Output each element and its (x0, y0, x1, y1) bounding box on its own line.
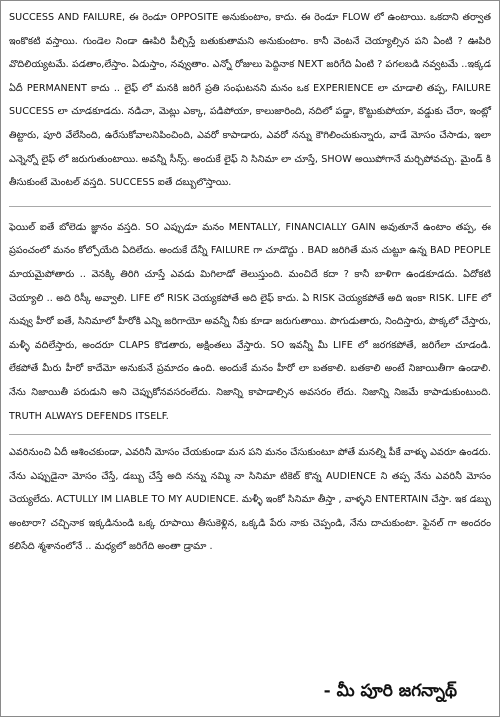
paragraph-success-failure: SUCCESS AND FAILURE, ఈ రెండూ OPPOSITE అనుకుంటాం, కాదు. ఈ రెండూ FLOW లో ఉంటాయి. ఒకదాని తర్వాత ఇంకొకటి వస్తాయి. గుండెల నిండా ఊపిరి పీల్చిస్తే బతుకుతామని అనుకుంటాం. కానీ వెంటనే చెయ్యాల్సిన పని ఏంటి ? ఊపిరి వొదిలియ్యటమే. పడతాం,లేస్తాం. ఏడుస్తాం, నవ్వుతాం. ఎన్నో రోజులు పెద్దినాక NEXT జరిగేది ఏంటి ? పగలబడి నవ్వటమే ..ఇక్కడ ఏదీ PERMANENT కాదు .. లైఫ్ లో మనకి జరిగే ప్రతి సంఘటనని మనం ఒక EXPERIENCE లా చూడాలి తప్ప, FAILURE SUCCESS లా చూడకూడదు. నడిచా, మెట్లు ఎక్కా, పడిపోయా, కాలుజారింది, నదిలో పడ్డా, కొట్టుకుపోయా, వడ్డుకు చేరా, ఇంట్లో తిట్టారు, పూరి వేలేసింది, ఉరేసుకోవాలనిపించింది, ఎవరో కాపాడారు, ఎవరో నన్ను కౌగిలించుకున్నారు, వాడే మోసం చేసాడు, ఇలా ఎన్నెన్నో లైఫ్ లో జరుగుతుంటాయి. అవన్నీ సీన్స్. అందుకే లైఫ్ ని సినిమా లా చూస్తే, SHOW అయిపోగానే మర్చిపోవచ్చు. మైండ్ కి తీసుకుంటే మెంటల్ వస్తది. SUCCESS ఐతే దబ్బులొస్తాయి. (9, 12, 491, 189)
section-divider (9, 206, 491, 207)
paragraph-risk-truth: ఫెయిల్ ఐతే బోలెడు జ్ఞానం వస్తది. SO ఎప్పుడూ మనం MENTALLY, FINANCIALLY GAIN అవుతూనే ఉంటాం తప్ప, ఈ ప్రపంచంలో మనం కోల్పోయేది ఏదిలేదు. అందుకే దేన్నీ FAILURE గా చూడొద్దు . BAD జరిగితే మన చుట్టూ ఉన్న BAD PEOPLE మాయమైపోతారు .. వెనక్కి తిరిగి చూస్తే ఎవడు మిగిలాడో తెలుస్తుంది. మంచిదే కదా ? కానీ బాళిగా ఉండకూడదు. ఏదోకటి చెయ్యాలి .. అది రిస్కీ అవ్వాలి. LIFE లో RISK చెయ్యకపోతే అది లైఫ్ కాదు. ఏ RISK చెయ్యకపోతే అది ఇంకా RISK. LIFE లో నువ్వు హీరో ఐతే, సినిమాలో హీరోకి ఎన్ని జరిగాయో అవన్నీ నీకు కూడా జరుగుతాయి. పొగుడుతారు, నిందిస్తారు, పొక్కలో చేస్తారు, మళ్ళీ వదిలేస్తారు, అందరూ CLAPS కొడతారు, అక్షింతలు వేస్తారు. SO ఇవన్నీ మీ LIFE లో జరగకపోతే, జరిగేలా చూడండి. లేకపోతే మీరు హీరో కాదేమో అనుకునే ప్రమాదం ఉంది. అందుకే మనం హీరో లా బతకాలి. బతకాలి అంటే నిజాయితీగా ఉండాలి. నేను నిజాయితీ పరుడుని అని చెప్పుకోనవసరంలేదు. నిజాన్ని కాపాడాల్సిన అవసరం లేదు. నిజాన్ని నిజమే కాపాడుకుంటుంది. TRUTH ALWAYS DEFENDS ITSELF. (9, 221, 491, 422)
author-signature: - మీ పూరి జగన్నాథ్ (323, 681, 457, 701)
paragraph-audience-drama: ఎవరినుంచి ఏదీ ఆశించకుండా, ఎవరినీ మోసం చేయకుండా మన పని మనం చేసుకుంటూ పోతే మనల్ని పీకే వాళ్ళు ఎవరూ ఉండరు. నేను ఎప్పుడైనా మోసం చేస్తే, డబ్బు చేస్తే అది నన్ను నమ్మి నా సినిమా టికెట్ కొన్న AUDIENCE ని తప్ప నేను ఎవరినీ మోసం చెయ్యలేదు. ACTULLY IM LIABLE TO MY AUDIENCE. మళ్ళీ ఇంకో సినిమా తీస్తా , వాళ్ళని ENTERTAIN చేస్తా. ఇక డబ్బు అంటారా? చచ్చినాక ఇక్కడినుండి ఒక్క రూపాయి తీసుకెళ్లిన, ఒక్కడి పేరు నాకు చెప్పండి, నేను దాచుకుంటా. ఫైనల్ గా అందరం కలిసేది శ్మశానంలోనే .. మధ్యలో జరిగేది అంతా డ్రామా . (9, 447, 491, 553)
section-divider (9, 434, 491, 435)
